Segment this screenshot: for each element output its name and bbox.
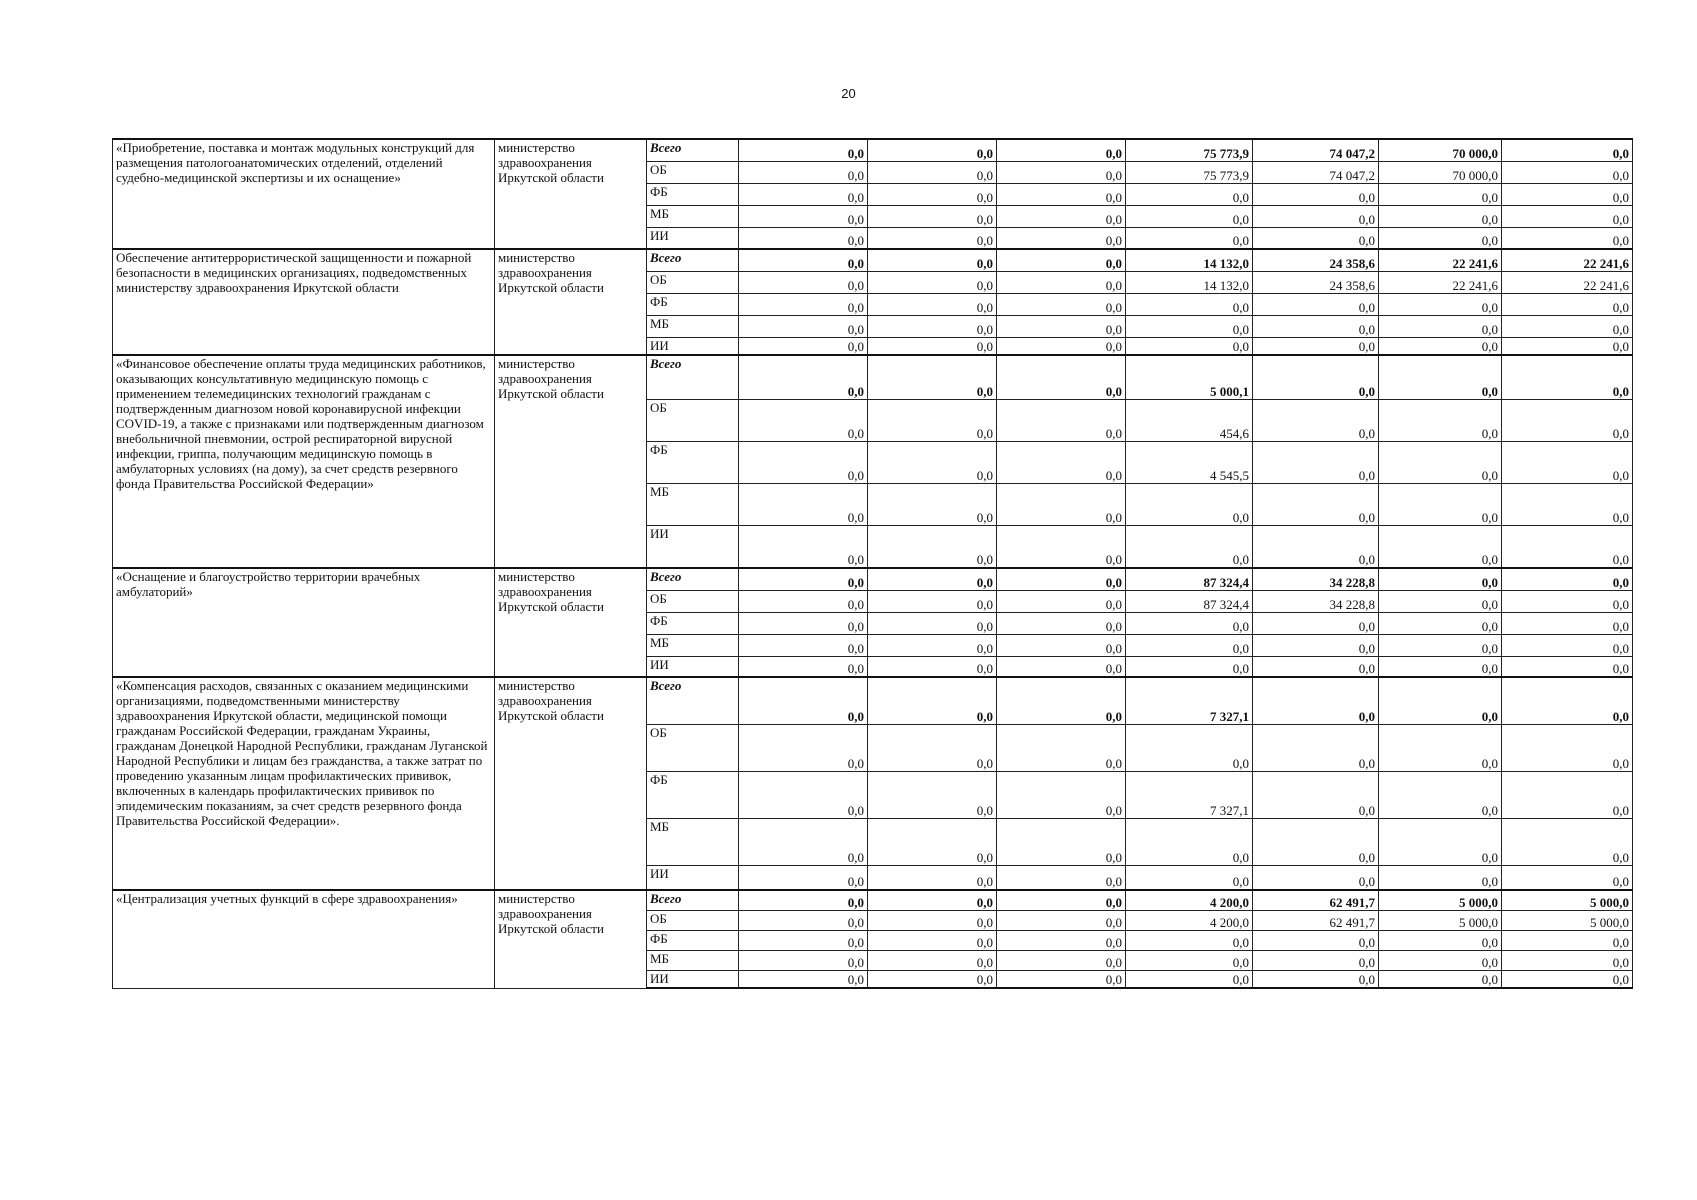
amount-cell: 0,0: [997, 677, 1126, 724]
amount-cell: 0,0: [1379, 315, 1502, 337]
funding-source-cell: ФБ: [647, 771, 739, 818]
amount-cell: 0,0: [868, 139, 997, 161]
page-number: 20: [841, 86, 856, 101]
amount-cell: 0,0: [997, 205, 1126, 227]
amount-cell: 0,0: [997, 139, 1126, 161]
amount-cell: 0,0: [1253, 818, 1379, 865]
amount-cell: 0,0: [1502, 355, 1633, 399]
amount-cell: 0,0: [868, 525, 997, 568]
amount-cell: 22 241,6: [1502, 271, 1633, 293]
amount-cell: 0,0: [1126, 634, 1253, 656]
amount-cell: 34 228,8: [1253, 590, 1379, 612]
amount-cell: 0,0: [739, 818, 868, 865]
amount-cell: 0,0: [1253, 950, 1379, 970]
amount-cell: 0,0: [1379, 227, 1502, 249]
funding-source-cell: Всего: [647, 568, 739, 590]
funding-source-cell: МБ: [647, 483, 739, 525]
amount-cell: 0,0: [739, 950, 868, 970]
funding-source-cell: МБ: [647, 950, 739, 970]
funding-source-cell: МБ: [647, 205, 739, 227]
funding-source-cell: ОБ: [647, 910, 739, 930]
table-row-total: [113, 890, 1633, 910]
amount-cell: 0,0: [997, 950, 1126, 970]
amount-cell: 0,0: [739, 890, 868, 910]
amount-cell: 0,0: [868, 818, 997, 865]
amount-cell: 0,0: [1502, 183, 1633, 205]
funding-source-cell: Всего: [647, 677, 739, 724]
amount-cell: 0,0: [739, 441, 868, 483]
amount-cell: 0,0: [1126, 315, 1253, 337]
amount-cell: 22 241,6: [1379, 249, 1502, 271]
amount-cell: 0,0: [739, 139, 868, 161]
amount-cell: 0,0: [739, 337, 868, 355]
amount-cell: 0,0: [1253, 724, 1379, 771]
amount-cell: 0,0: [868, 441, 997, 483]
amount-cell: 4 200,0: [1126, 890, 1253, 910]
amount-cell: 0,0: [1126, 337, 1253, 355]
amount-cell: 0,0: [1253, 227, 1379, 249]
amount-cell: 0,0: [739, 293, 868, 315]
amount-cell: 0,0: [739, 656, 868, 677]
amount-cell: 0,0: [1253, 315, 1379, 337]
amount-cell: 0,0: [1126, 970, 1253, 988]
amount-cell: 0,0: [1253, 771, 1379, 818]
amount-cell: 0,0: [997, 612, 1126, 634]
amount-cell: 0,0: [1126, 724, 1253, 771]
amount-cell: 0,0: [868, 183, 997, 205]
amount-cell: 0,0: [1502, 771, 1633, 818]
amount-cell: 0,0: [868, 771, 997, 818]
amount-cell: 0,0: [997, 818, 1126, 865]
funding-source-cell: ИИ: [647, 337, 739, 355]
funding-source-cell: ИИ: [647, 970, 739, 988]
amount-cell: 0,0: [739, 399, 868, 441]
amount-cell: 454,6: [1126, 399, 1253, 441]
amount-cell: 0,0: [1502, 950, 1633, 970]
funding-source-cell: ИИ: [647, 525, 739, 568]
amount-cell: 0,0: [1253, 205, 1379, 227]
amount-cell: 62 491,7: [1253, 890, 1379, 910]
amount-cell: 0,0: [1502, 205, 1633, 227]
amount-cell: 0,0: [1502, 227, 1633, 249]
amount-cell: 24 358,6: [1253, 249, 1379, 271]
amount-cell: 0,0: [997, 399, 1126, 441]
amount-cell: 0,0: [997, 161, 1126, 183]
amount-cell: 0,0: [997, 183, 1126, 205]
amount-cell: 4 200,0: [1126, 910, 1253, 930]
funding-source-cell: Всего: [647, 890, 739, 910]
funding-source-cell: МБ: [647, 818, 739, 865]
amount-cell: 0,0: [739, 910, 868, 930]
amount-cell: 0,0: [1379, 483, 1502, 525]
amount-cell: 0,0: [868, 656, 997, 677]
amount-cell: 0,0: [739, 568, 868, 590]
amount-cell: 0,0: [997, 525, 1126, 568]
amount-cell: 0,0: [1502, 315, 1633, 337]
funding-source-cell: ИИ: [647, 656, 739, 677]
budget-table: [112, 138, 1633, 989]
funding-source-cell: ОБ: [647, 271, 739, 293]
amount-cell: 87 324,4: [1126, 590, 1253, 612]
amount-cell: 0,0: [1253, 399, 1379, 441]
amount-cell: 22 241,6: [1502, 249, 1633, 271]
amount-cell: 0,0: [1502, 568, 1633, 590]
event-name-cell: «Компенсация расходов, связанных с оказанием медицинскими организациями, подведомственными министерству здравоохранения Иркутской области, медицинской помощи гражданам Российской Федерации, гражданам Украины, гражданам Донецкой Народной Республики, гражданам Луганской Народной Республики и лицам без гражданства, а также затрат по проведению указанным лицам профилактических прививок, включенных в календарь профилактических прививок по эпидемическим показаниям, за счет средств резервного фонда Правительства Российской Федерации».: [113, 677, 495, 890]
amount-cell: 0,0: [868, 293, 997, 315]
funding-source-cell: ФБ: [647, 441, 739, 483]
amount-cell: 0,0: [1126, 227, 1253, 249]
amount-cell: 0,0: [997, 771, 1126, 818]
amount-cell: 0,0: [1502, 161, 1633, 183]
amount-cell: 0,0: [997, 890, 1126, 910]
amount-cell: 0,0: [1502, 399, 1633, 441]
amount-cell: 0,0: [1253, 293, 1379, 315]
amount-cell: 0,0: [997, 355, 1126, 399]
event-name-cell: Обеспечение антитеррористической защищенности и пожарной безопасности в медицинских организациях, подведомственных министерству здравоохранения Иркутской области: [113, 249, 495, 355]
amount-cell: 0,0: [868, 399, 997, 441]
amount-cell: 0,0: [997, 568, 1126, 590]
amount-cell: 0,0: [997, 930, 1126, 950]
amount-cell: 0,0: [739, 930, 868, 950]
amount-cell: 0,0: [868, 590, 997, 612]
amount-cell: 0,0: [739, 771, 868, 818]
amount-cell: 0,0: [1379, 525, 1502, 568]
amount-cell: 0,0: [739, 970, 868, 988]
amount-cell: 0,0: [1253, 483, 1379, 525]
amount-cell: 0,0: [868, 483, 997, 525]
amount-cell: 0,0: [1379, 612, 1502, 634]
funding-source-cell: ФБ: [647, 930, 739, 950]
amount-cell: 0,0: [739, 315, 868, 337]
funding-source-cell: ОБ: [647, 724, 739, 771]
amount-cell: 0,0: [1379, 724, 1502, 771]
amount-cell: 0,0: [1379, 441, 1502, 483]
amount-cell: 0,0: [1126, 205, 1253, 227]
amount-cell: 0,0: [997, 634, 1126, 656]
amount-cell: 0,0: [1379, 568, 1502, 590]
table-row-total: [113, 568, 1633, 590]
amount-cell: 0,0: [1502, 293, 1633, 315]
amount-cell: 0,0: [1379, 930, 1502, 950]
amount-cell: 0,0: [868, 355, 997, 399]
amount-cell: 0,0: [1253, 525, 1379, 568]
amount-cell: 0,0: [868, 161, 997, 183]
amount-cell: 0,0: [997, 441, 1126, 483]
amount-cell: 0,0: [739, 483, 868, 525]
amount-cell: 70 000,0: [1379, 139, 1502, 161]
amount-cell: 0,0: [1502, 337, 1633, 355]
table-row-total: [113, 677, 1633, 724]
amount-cell: 0,0: [868, 612, 997, 634]
amount-cell: 0,0: [739, 205, 868, 227]
table-row-total: [113, 355, 1633, 399]
amount-cell: 14 132,0: [1126, 271, 1253, 293]
responsible-executor-cell: министерство здравоохранения Иркутской области: [495, 677, 647, 890]
amount-cell: 7 327,1: [1126, 677, 1253, 724]
funding-source-cell: ИИ: [647, 865, 739, 890]
amount-cell: 0,0: [997, 865, 1126, 890]
amount-cell: 0,0: [1379, 970, 1502, 988]
amount-cell: 0,0: [1253, 183, 1379, 205]
table-row-total: [113, 249, 1633, 271]
amount-cell: 7 327,1: [1126, 771, 1253, 818]
amount-cell: 0,0: [1502, 441, 1633, 483]
funding-source-cell: Всего: [647, 249, 739, 271]
amount-cell: 0,0: [868, 950, 997, 970]
amount-cell: 0,0: [1379, 677, 1502, 724]
amount-cell: 0,0: [739, 590, 868, 612]
amount-cell: 0,0: [1126, 656, 1253, 677]
amount-cell: 0,0: [739, 525, 868, 568]
responsible-executor-cell: министерство здравоохранения Иркутской области: [495, 890, 647, 988]
amount-cell: 0,0: [1126, 865, 1253, 890]
amount-cell: 0,0: [1126, 183, 1253, 205]
amount-cell: 0,0: [1253, 634, 1379, 656]
amount-cell: 0,0: [1502, 724, 1633, 771]
amount-cell: 0,0: [1253, 612, 1379, 634]
amount-cell: 0,0: [1379, 771, 1502, 818]
amount-cell: 74 047,2: [1253, 161, 1379, 183]
amount-cell: 22 241,6: [1379, 271, 1502, 293]
funding-source-cell: Всего: [647, 139, 739, 161]
amount-cell: 0,0: [1253, 677, 1379, 724]
amount-cell: 70 000,0: [1379, 161, 1502, 183]
amount-cell: 0,0: [868, 930, 997, 950]
amount-cell: 0,0: [1502, 865, 1633, 890]
amount-cell: 0,0: [739, 677, 868, 724]
amount-cell: 0,0: [1379, 950, 1502, 970]
amount-cell: 0,0: [868, 724, 997, 771]
amount-cell: 0,0: [997, 271, 1126, 293]
event-name-cell: «Оснащение и благоустройство территории врачебных амбулаторий»: [113, 568, 495, 677]
amount-cell: 4 545,5: [1126, 441, 1253, 483]
amount-cell: 0,0: [1253, 930, 1379, 950]
amount-cell: 0,0: [1126, 483, 1253, 525]
amount-cell: 0,0: [739, 183, 868, 205]
responsible-executor-cell: министерство здравоохранения Иркутской области: [495, 249, 647, 355]
funding-source-cell: ФБ: [647, 612, 739, 634]
funding-source-cell: ОБ: [647, 590, 739, 612]
amount-cell: 0,0: [1379, 355, 1502, 399]
amount-cell: 0,0: [868, 227, 997, 249]
amount-cell: 0,0: [868, 568, 997, 590]
amount-cell: 0,0: [997, 910, 1126, 930]
amount-cell: 0,0: [997, 315, 1126, 337]
amount-cell: 0,0: [739, 865, 868, 890]
amount-cell: 0,0: [868, 337, 997, 355]
amount-cell: 0,0: [1502, 970, 1633, 988]
amount-cell: 5 000,0: [1379, 910, 1502, 930]
amount-cell: 87 324,4: [1126, 568, 1253, 590]
funding-source-cell: ФБ: [647, 183, 739, 205]
amount-cell: 0,0: [1379, 634, 1502, 656]
responsible-executor-cell: министерство здравоохранения Иркутской области: [495, 568, 647, 677]
amount-cell: 0,0: [1253, 337, 1379, 355]
amount-cell: 0,0: [1379, 183, 1502, 205]
amount-cell: 0,0: [1126, 930, 1253, 950]
amount-cell: 74 047,2: [1253, 139, 1379, 161]
event-name-cell: «Финансовое обеспечение оплаты труда медицинских работников, оказывающих консультативную медицинскую помощь с применением телемедицинских технологий гражданам с подтвержденным диагнозом новой коронавирусной инфекции COVID-19, а также с признаками или подтвержденным диагнозом внебольничной пневмонии, острой респираторной вирусной инфекции, гриппа, получающим медицинскую помощь в амбулаторных условиях (на дому), за счет средств резервного фонда Правительства Российской Федерации»: [113, 355, 495, 568]
amount-cell: 0,0: [1502, 612, 1633, 634]
amount-cell: 0,0: [1502, 525, 1633, 568]
amount-cell: 0,0: [868, 249, 997, 271]
funding-source-cell: ИИ: [647, 227, 739, 249]
amount-cell: 0,0: [1502, 634, 1633, 656]
amount-cell: 0,0: [997, 970, 1126, 988]
amount-cell: 0,0: [997, 590, 1126, 612]
amount-cell: 0,0: [739, 161, 868, 183]
amount-cell: 0,0: [997, 483, 1126, 525]
responsible-executor-cell: министерство здравоохранения Иркутской области: [495, 355, 647, 568]
responsible-executor-cell: министерство здравоохранения Иркутской области: [495, 139, 647, 249]
amount-cell: 0,0: [739, 227, 868, 249]
amount-cell: 0,0: [997, 337, 1126, 355]
amount-cell: 0,0: [1379, 399, 1502, 441]
amount-cell: 34 228,8: [1253, 568, 1379, 590]
amount-cell: 0,0: [1379, 656, 1502, 677]
amount-cell: 0,0: [868, 634, 997, 656]
amount-cell: 0,0: [1502, 656, 1633, 677]
amount-cell: 0,0: [1126, 612, 1253, 634]
amount-cell: 0,0: [868, 271, 997, 293]
amount-cell: 0,0: [868, 865, 997, 890]
amount-cell: 0,0: [1126, 818, 1253, 865]
amount-cell: 0,0: [1502, 930, 1633, 950]
amount-cell: 5 000,1: [1126, 355, 1253, 399]
amount-cell: 0,0: [1502, 677, 1633, 724]
amount-cell: 0,0: [1253, 656, 1379, 677]
amount-cell: 0,0: [997, 293, 1126, 315]
amount-cell: 0,0: [1502, 818, 1633, 865]
amount-cell: 0,0: [997, 249, 1126, 271]
table-row-total: [113, 139, 1633, 161]
amount-cell: 5 000,0: [1502, 890, 1633, 910]
amount-cell: 0,0: [997, 227, 1126, 249]
amount-cell: 0,0: [1126, 293, 1253, 315]
funding-source-cell: ФБ: [647, 293, 739, 315]
amount-cell: 0,0: [739, 724, 868, 771]
amount-cell: 75 773,9: [1126, 161, 1253, 183]
amount-cell: 0,0: [1379, 293, 1502, 315]
amount-cell: 14 132,0: [1126, 249, 1253, 271]
amount-cell: 0,0: [739, 355, 868, 399]
amount-cell: 24 358,6: [1253, 271, 1379, 293]
amount-cell: 0,0: [997, 724, 1126, 771]
amount-cell: 0,0: [1502, 483, 1633, 525]
amount-cell: 0,0: [1126, 525, 1253, 568]
amount-cell: 0,0: [868, 910, 997, 930]
amount-cell: 0,0: [1379, 818, 1502, 865]
amount-cell: 0,0: [1126, 950, 1253, 970]
funding-source-cell: ОБ: [647, 399, 739, 441]
amount-cell: 0,0: [1379, 865, 1502, 890]
funding-source-cell: МБ: [647, 634, 739, 656]
amount-cell: 0,0: [1379, 205, 1502, 227]
amount-cell: 0,0: [1502, 139, 1633, 161]
amount-cell: 0,0: [739, 634, 868, 656]
amount-cell: 0,0: [1253, 970, 1379, 988]
amount-cell: 0,0: [739, 612, 868, 634]
amount-cell: 0,0: [1379, 337, 1502, 355]
amount-cell: 0,0: [1379, 590, 1502, 612]
funding-source-cell: ОБ: [647, 161, 739, 183]
amount-cell: 0,0: [739, 249, 868, 271]
amount-cell: 0,0: [868, 205, 997, 227]
funding-source-cell: Всего: [647, 355, 739, 399]
amount-cell: 0,0: [868, 970, 997, 988]
amount-cell: 0,0: [868, 315, 997, 337]
amount-cell: 75 773,9: [1126, 139, 1253, 161]
amount-cell: 0,0: [1253, 355, 1379, 399]
event-name-cell: «Централизация учетных функций в сфере здравоохранения»: [113, 890, 495, 988]
funding-source-cell: МБ: [647, 315, 739, 337]
amount-cell: 0,0: [739, 271, 868, 293]
amount-cell: 62 491,7: [1253, 910, 1379, 930]
amount-cell: 5 000,0: [1502, 910, 1633, 930]
amount-cell: 0,0: [1253, 865, 1379, 890]
event-name-cell: «Приобретение, поставка и монтаж модульных конструкций для размещения патологоанатомических отделений, отделений судебно-медицинской экспертизы и их оснащение»: [113, 139, 495, 249]
amount-cell: 0,0: [868, 677, 997, 724]
amount-cell: 0,0: [1502, 590, 1633, 612]
amount-cell: 5 000,0: [1379, 890, 1502, 910]
amount-cell: 0,0: [997, 656, 1126, 677]
amount-cell: 0,0: [1253, 441, 1379, 483]
amount-cell: 0,0: [868, 890, 997, 910]
